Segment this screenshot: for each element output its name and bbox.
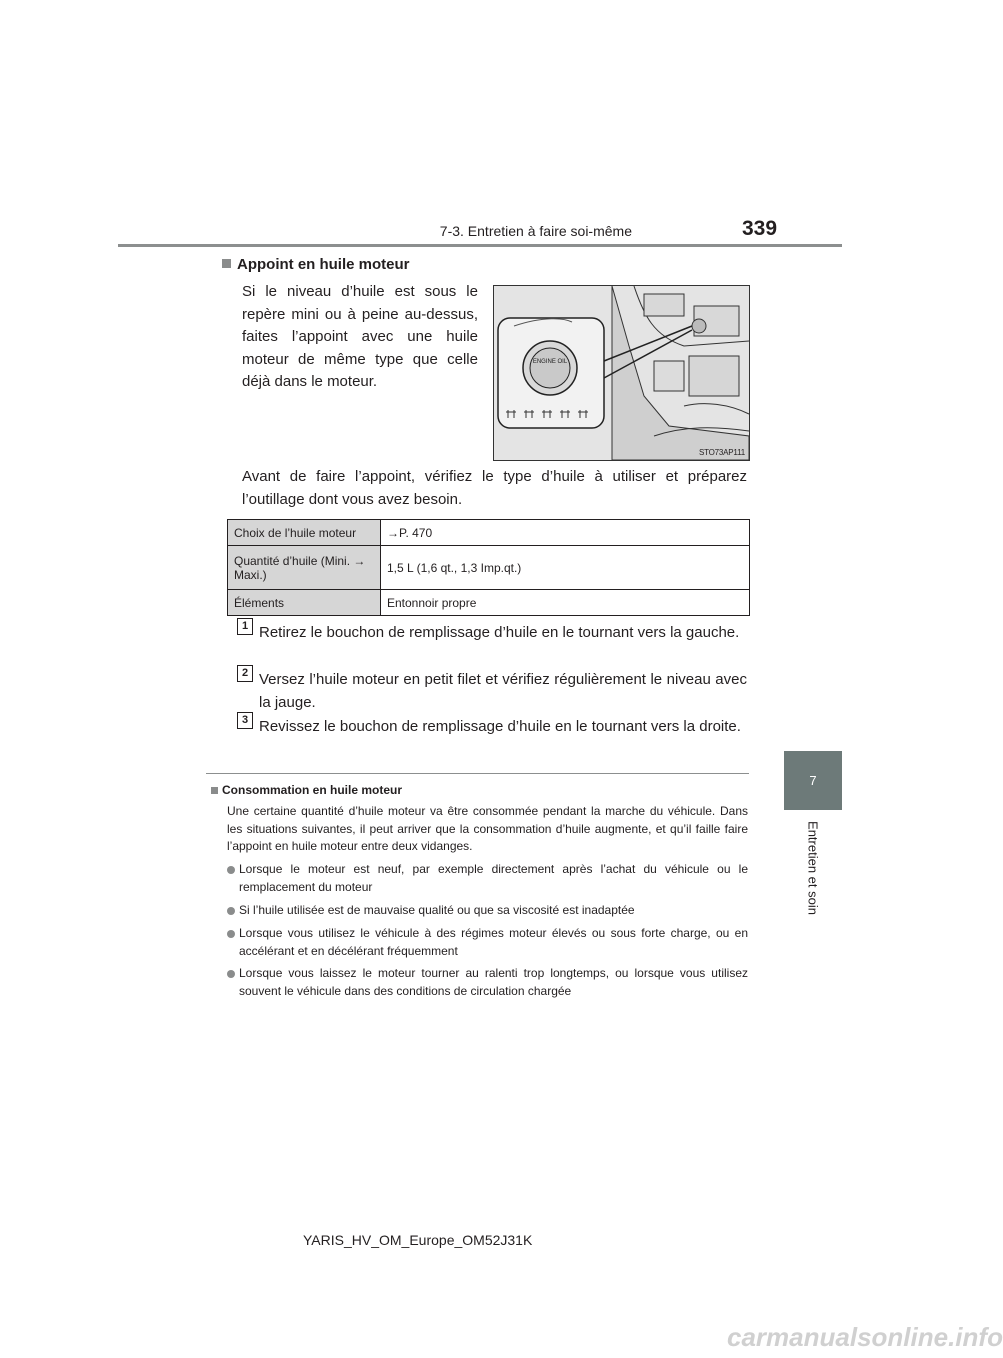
- table-row-value: →P. 470: [381, 520, 750, 546]
- preparation-text: Avant de faire l’appoint, vérifiez le type d’huile à utiliser et préparez l’outillage dont vous avez besoin.: [242, 468, 747, 508]
- chapter-tab: 7: [784, 751, 842, 810]
- section-heading: Appoint en huile moteur: [222, 256, 410, 273]
- step-number-badge: 2: [237, 665, 253, 682]
- list-item: Si l’huile utilisée est de mauvaise qualité ou que sa viscosité est inadaptée: [227, 902, 748, 920]
- bullet-dot-icon: [227, 930, 235, 938]
- step-text: Retirez le bouchon de remplissage d’huile en le tournant vers la gauche.: [259, 624, 740, 641]
- step-1: [237, 622, 747, 645]
- step-text: Versez l’huile moteur en petit filet et vérifiez régulièrement le niveau avec la jauge.: [259, 671, 747, 711]
- list-item: Lorsque le moteur est neuf, par exemple directement après l’achat du véhicule ou le remplacement du moteur: [227, 861, 748, 896]
- table-row-value: Entonnoir propre: [381, 590, 750, 616]
- bullet-dot-icon: [227, 907, 235, 915]
- table-row: [228, 546, 750, 590]
- document-code: YARIS_HV_OM_Europe_OM52J31K: [303, 1232, 533, 1248]
- header-rule: [118, 244, 842, 247]
- table-row-value: 1,5 L (1,6 qt., 1,3 Imp.qt.): [381, 546, 750, 590]
- watermark: carmanualsonline.info: [727, 1322, 1003, 1352]
- list-item: Lorsque vous utilisez le véhicule à des régimes moteur élevés ou sous forte charge, ou en accélérant et en décélérant fréquemment: [227, 925, 748, 960]
- step-number-badge: 3: [237, 712, 253, 729]
- step-2: [237, 669, 747, 714]
- engine-bay-drawing: [494, 286, 749, 460]
- bullet-dot-icon: [227, 970, 235, 978]
- table-row: [228, 590, 750, 616]
- requirements-table: [227, 519, 750, 616]
- square-bullet-icon: [211, 787, 218, 794]
- page-number: 339: [742, 217, 778, 240]
- engine-oil-cap-illustration: [493, 285, 750, 461]
- step-text: Revissez le bouchon de remplissage d’huile en le tournant vers la droite.: [259, 718, 741, 735]
- intro-text: Si le niveau d’huile est sous le repère mini ou à peine au-dessus, faites l’appoint avec une huile moteur de même type que celle déjà dans le moteur.: [242, 283, 478, 390]
- chapter-label: Entretien et soin: [805, 820, 821, 915]
- step-number-badge: 1: [237, 618, 253, 635]
- square-bullet-icon: [222, 259, 231, 268]
- table-row-label: Éléments: [228, 590, 381, 616]
- table-row-label: Quantité d’huile (Mini. → Maxi.): [228, 546, 381, 590]
- figure-code: STO73AP111: [698, 448, 745, 457]
- note-paragraph: Une certaine quantité d’huile moteur va être consommée pendant la marche du véhicule. Dans les situations suivantes, il peut arriver que la consommation d’huile augmente, et qu’il faille faire l’appoint en huile moteur entre deux vidanges.: [227, 804, 748, 853]
- step-3: [237, 716, 747, 739]
- table-row-label: Choix de l’huile moteur: [228, 520, 381, 546]
- svg-text:ENGINE OIL: ENGINE OIL: [532, 359, 568, 365]
- table-row: [228, 520, 750, 546]
- list-item: Lorsque vous laissez le moteur tourner au ralenti trop longtemps, ou lorsque vous utilisez souvent le véhicule dans des conditions de circulation chargée: [227, 965, 748, 1000]
- bullet-dot-icon: [227, 866, 235, 874]
- note-heading: Consommation en huile moteur: [211, 783, 402, 797]
- section-divider: [206, 773, 749, 774]
